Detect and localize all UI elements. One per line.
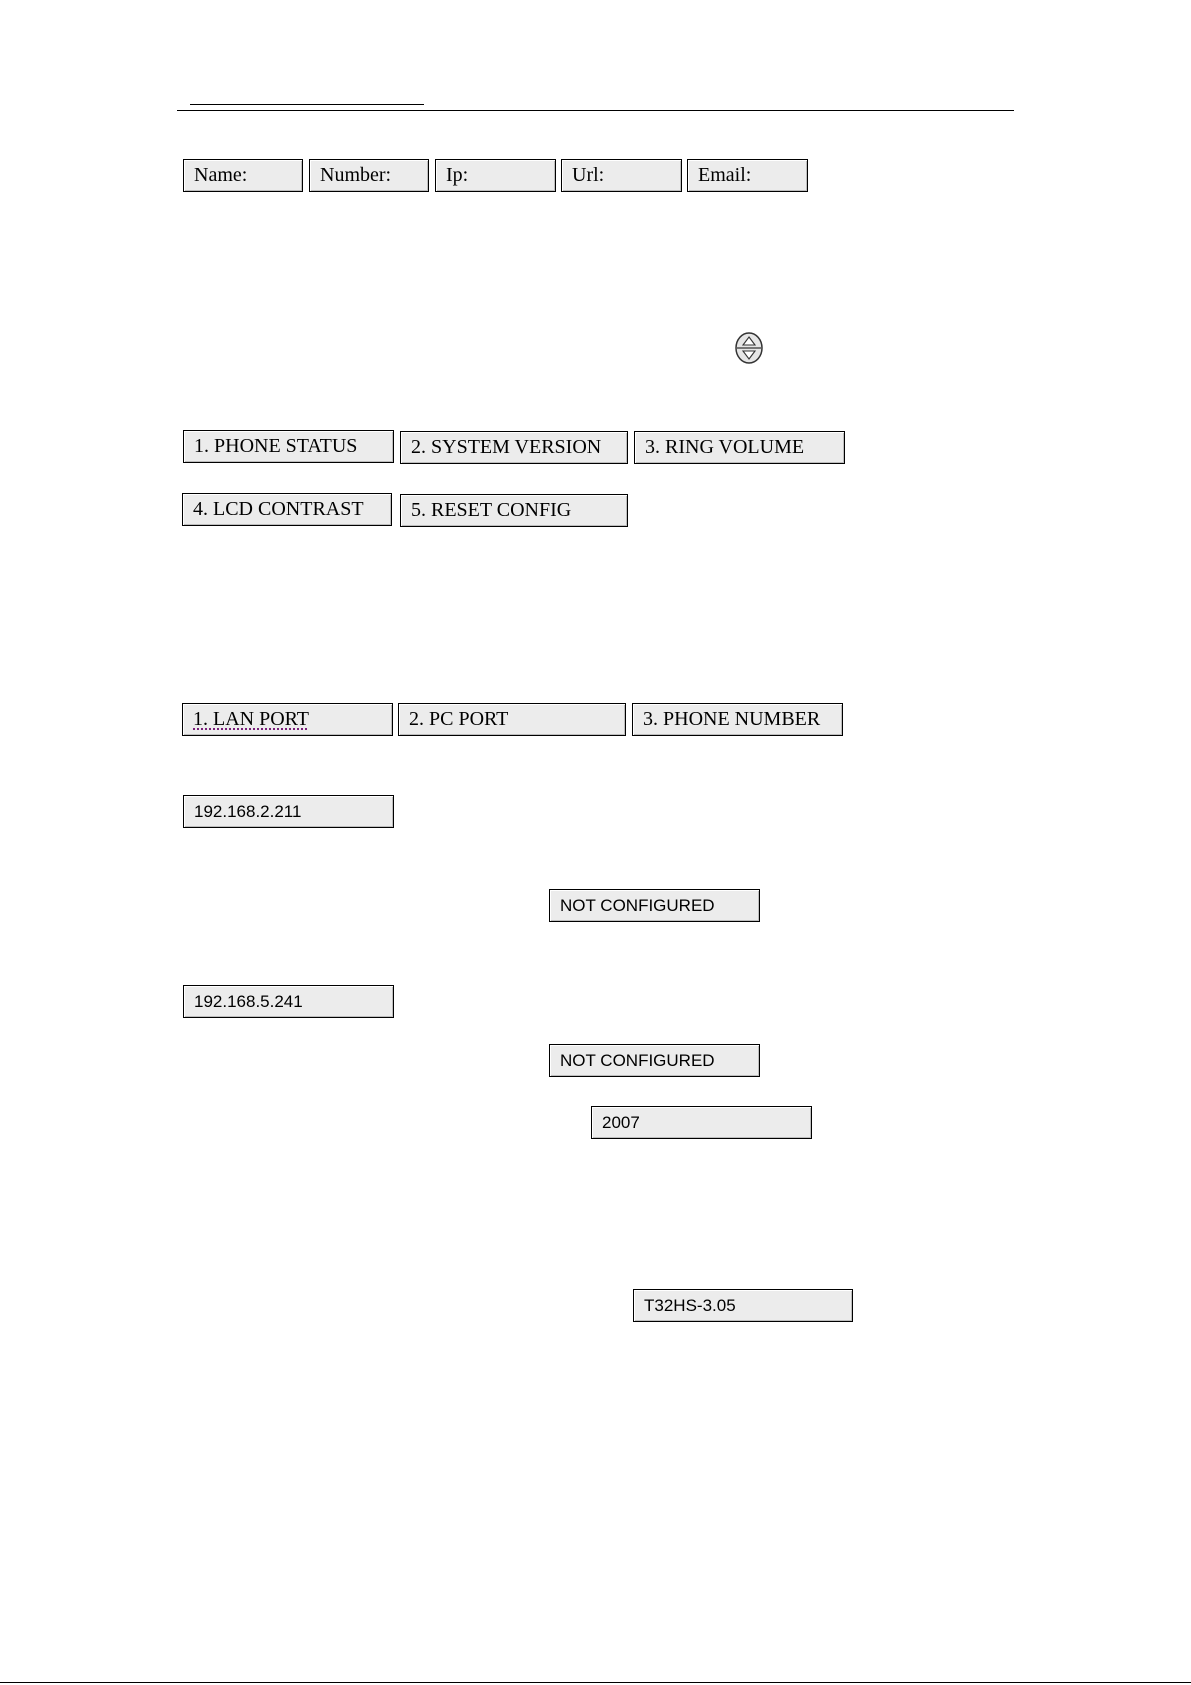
field-email-label: Email: <box>687 159 808 192</box>
pc-ip-display: 192.168.5.241 <box>183 985 394 1018</box>
menu-item-phone-status[interactable]: 1. PHONE STATUS <box>183 430 394 463</box>
footer-rule <box>0 1682 1191 1683</box>
up-down-navigation-icon <box>734 331 764 365</box>
lan-port-label: 1. LAN PORT <box>193 708 310 730</box>
field-number-label: Number: <box>309 159 429 192</box>
firmware-version-display: T32HS-3.05 <box>633 1289 853 1322</box>
header-rule <box>177 110 1014 111</box>
menu-item-phone-number[interactable]: 3. PHONE NUMBER <box>632 703 843 736</box>
menu-item-ring-volume[interactable]: 3. RING VOLUME <box>634 431 845 464</box>
field-url-label: Url: <box>561 159 682 192</box>
menu-item-system-version[interactable]: 2. SYSTEM VERSION <box>400 431 628 464</box>
header-short-rule <box>190 104 424 105</box>
lan-ip-display: 192.168.2.211 <box>183 795 394 828</box>
menu-item-lcd-contrast[interactable]: 4. LCD CONTRAST <box>182 493 392 526</box>
menu-item-pc-port[interactable]: 2. PC PORT <box>398 703 626 736</box>
pc-status-display: NOT CONFIGURED <box>549 1044 760 1077</box>
phone-number-display: 2007 <box>591 1106 812 1139</box>
lan-status-display: NOT CONFIGURED <box>549 889 760 922</box>
menu-item-reset-config[interactable]: 5. RESET CONFIG <box>400 494 628 527</box>
field-ip-label: Ip: <box>435 159 556 192</box>
menu-item-lan-port[interactable] <box>182 703 393 736</box>
field-name-label: Name: <box>183 159 303 192</box>
